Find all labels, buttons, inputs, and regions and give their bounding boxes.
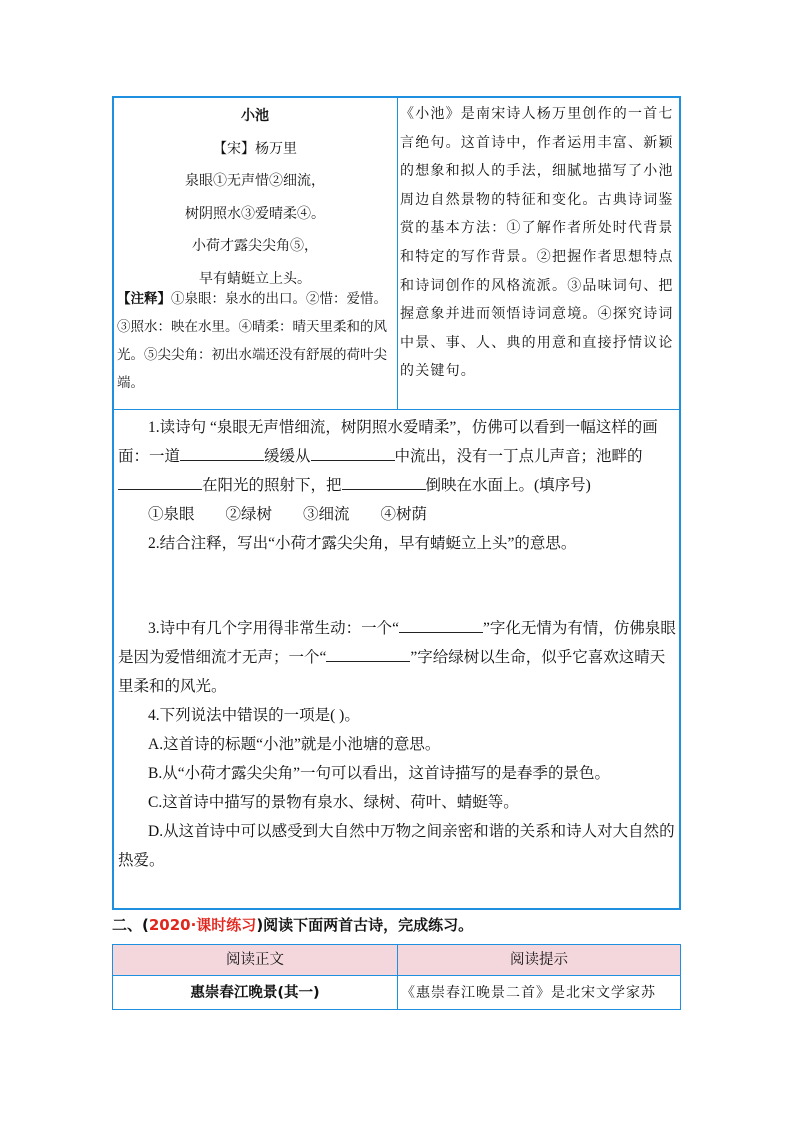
answer-blank[interactable] — [118, 475, 202, 490]
answer-blank[interactable] — [311, 446, 395, 461]
option-a: A.这首诗的标题“小池”就是小池塘的意思。 — [148, 736, 441, 753]
answer-blank[interactable] — [342, 475, 426, 490]
poem-line: 树阴照水③爱晴柔④。 — [185, 205, 325, 222]
source-tag: 2020·课时练习 — [148, 916, 257, 934]
option-c: C.这首诗中描写的景物有泉水、绿树、荷叶、蜻蜓等。 — [148, 794, 519, 811]
question-1-options: ①泉眼 ②绿树 ③细流 ④树荫 — [148, 506, 428, 523]
poem-title-2: 惠崇春江晚景(其一) — [190, 985, 320, 1001]
answer-blank[interactable] — [399, 618, 483, 633]
questions — [118, 413, 678, 875]
column-divider — [397, 96, 398, 410]
answer-blank[interactable] — [326, 647, 410, 662]
notes-text: ①泉眼：泉水的出口。②惜：爱惜。③照水：映在水里。④晴柔：晴天里柔和的风光。⑤尖尖角：初出水端还没有舒展的荷叶尖端。 — [117, 291, 387, 391]
header-reading-tip: 阅读提示 — [510, 952, 568, 968]
poem-line: 早有蜻蜓立上头。 — [199, 270, 311, 287]
question-1: 1.读诗句 “泉眼无声惜细流，树阴照水爱晴柔”，仿佛可以看到一幅这样的画面：一道 缓缓从 中流出，没有一丁点儿声音；池畔的在阳光的照射下，把 倒映在水面上。(填序号) — [118, 419, 658, 494]
answer-blank[interactable] — [180, 446, 264, 461]
reading-tip-2: 《惠崇春江晚景二首》是北宋文学家苏 — [401, 985, 656, 1001]
question-4: 4.下列说法中错误的一项是( )。 — [148, 707, 360, 724]
section-heading: 二、(2020·课时练习)阅读下面两首古诗，完成练习。 — [112, 916, 474, 934]
option-b: B.从“小荷才露尖尖角”一句可以看出，这首诗描写的是春季的景色。 — [148, 765, 610, 782]
question-3: 3.诗中有几个字用得非常生动：一个“ ”字化无情为有情，仿佛泉眼是因为爱惜细流才无声；一个“ ”字给绿树以生命，似乎它喜欢这晴天里柔和的风光。 — [118, 620, 676, 695]
header-reading-text: 阅读正文 — [226, 952, 284, 968]
row-divider — [112, 409, 681, 410]
poem-line: 泉眼①无声惜②细流， — [185, 173, 325, 189]
poem-notes — [117, 285, 391, 397]
poem-line: 小荷才露尖尖角⑤， — [192, 238, 318, 254]
poem-title: 小池 — [241, 108, 269, 124]
reading-tip: 《小池》是南宋诗人杨万里创作的一首七言绝句。这首诗中，作者运用丰富、新颖的想象和拟人的手法，细腻地描写了小池周边自然景物的特征和变化。古典诗词鉴赏的基本方法：①了解作者所处时代背景和特定的写作背景。②把握作者思想特点和诗词创作的风格流派。③品味词句、把握意象并进而领悟诗词意境。④探究诗词中景、事、人、典的用意和直接抒情议论的关键句。 — [400, 106, 674, 380]
question-2: 2.结合注释，写出“小荷才露尖尖角，早有蜻蜓立上头”的意思。 — [148, 535, 577, 552]
notes-label: 【注释】 — [117, 291, 171, 307]
option-d: D.从这首诗中可以感受到大自然中万物之间亲密和谐的关系和诗人对大自然的热爱。 — [118, 823, 675, 869]
answer-space[interactable] — [118, 558, 678, 614]
poem-block — [114, 100, 396, 295]
poem-author: 【宋】杨万里 — [213, 140, 297, 157]
